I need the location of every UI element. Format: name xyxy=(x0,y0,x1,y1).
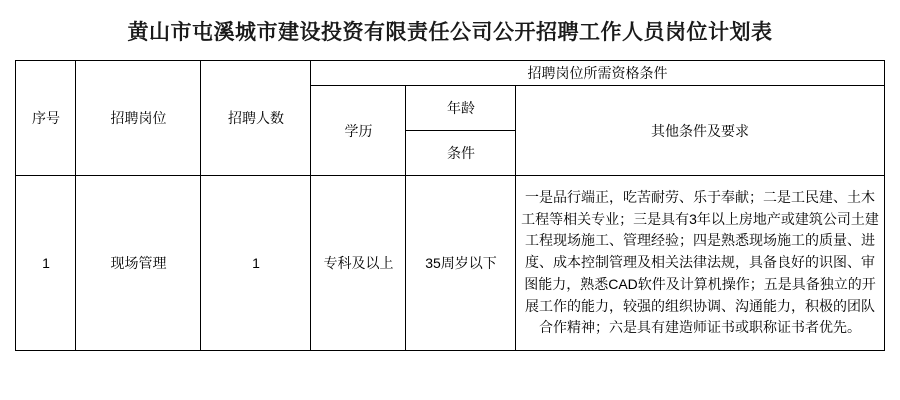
header-age-condition: 条件 xyxy=(406,131,516,176)
header-post: 招聘岗位 xyxy=(76,61,201,176)
cell-no: 1 xyxy=(16,176,76,351)
cell-other-requirements: 一是品行端正，吃苦耐劳、乐于奉献；二是工民建、土木工程等相关专业；三是具有3年以上房地产或建筑公司土建工程现场施工、管理经验；四是熟悉现场施工的质量、进度、成本控制管理及相关法律法规，具备良好的识图、审图能力，熟悉CAD软件及计算机操作；五是具备独立的开展工作的能力，较强的组织协调、沟通能力，积极的团队合作精神；六是具有建造师证书或职称证书者优先。 xyxy=(516,176,884,351)
cell-education: 专科及以上 xyxy=(311,176,406,351)
table-row xyxy=(16,176,884,351)
recruitment-plan-table xyxy=(15,60,884,351)
table-header-row-1 xyxy=(16,61,884,86)
header-education: 学历 xyxy=(311,86,406,176)
header-qualifications-group: 招聘岗位所需资格条件 xyxy=(311,61,884,86)
cell-age: 35周岁以下 xyxy=(406,176,516,351)
header-other: 其他条件及要求 xyxy=(516,86,884,176)
cell-headcount: 1 xyxy=(201,176,311,351)
cell-post: 现场管理 xyxy=(76,176,201,351)
page-title: 黄山市屯溪城市建设投资有限责任公司公开招聘工作人员岗位计划表 xyxy=(127,20,773,44)
header-no: 序号 xyxy=(16,61,76,176)
header-headcount: 招聘人数 xyxy=(201,61,311,176)
header-age: 年龄 xyxy=(406,86,516,131)
